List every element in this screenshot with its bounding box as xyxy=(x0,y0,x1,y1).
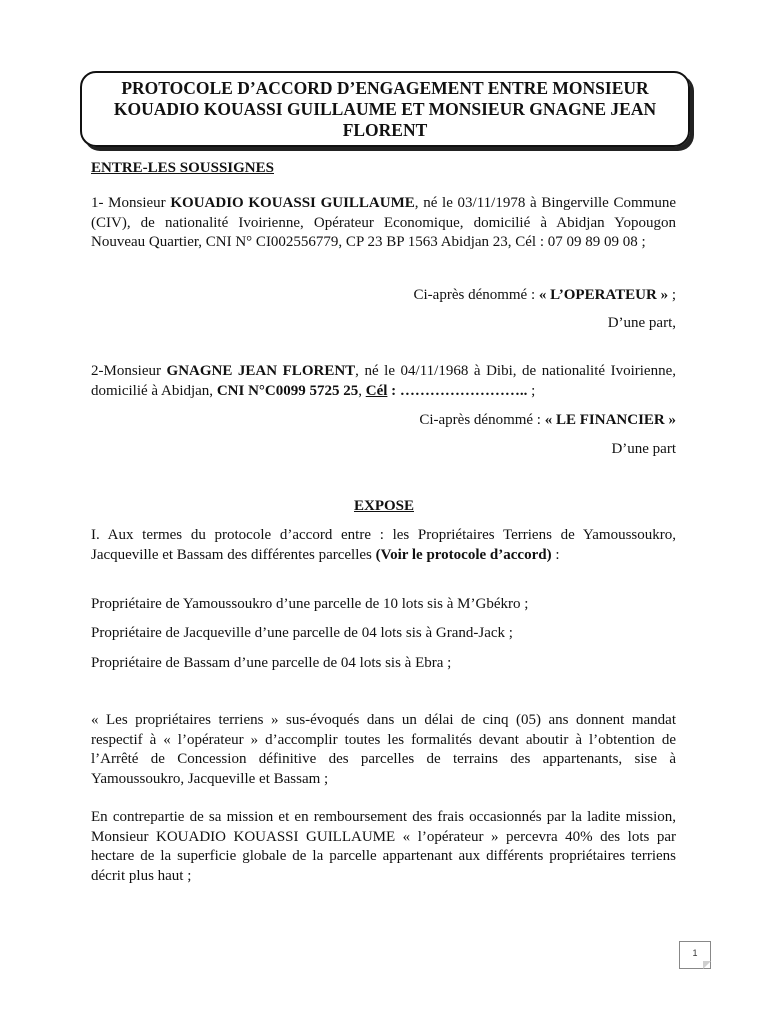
party2-designation-name: « LE FINANCIER » xyxy=(544,412,676,428)
document-title-box xyxy=(80,71,690,147)
document-title xyxy=(114,78,656,141)
expose-heading: EXPOSE xyxy=(353,498,414,514)
party1-paragraph xyxy=(91,194,676,253)
owner-item-bassam: Propriétaire de Bassam d’une parcelle de 04 lots sis à Ebra ; xyxy=(91,655,452,671)
owner-item-yamoussoukro: Propriétaire de Yamoussoukro d’une parcelle de 10 lots sis à M’Gbékro ; xyxy=(91,596,529,612)
parties-heading: ENTRE-LES SOUSSIGNES xyxy=(91,160,274,176)
expose-intro xyxy=(91,526,676,565)
party1-name: KOUADIO KOUASSI GUILLAUME xyxy=(170,195,415,211)
title-line-3: FLORENT xyxy=(342,119,428,140)
page-number-box xyxy=(679,941,711,969)
page-number: 1 xyxy=(692,948,698,958)
party2-designation xyxy=(419,411,676,431)
party2-part: D’une part xyxy=(611,441,676,457)
expose-intro-text: I. Aux termes du protocole d’accord entre : les Propriétaires Terriens de Yamoussoukro, Jacqueville et Bassam des différentes parcelles xyxy=(91,527,676,563)
party2-text: , né le 04/11/1968 à Dibi, de nationalité Ivoirienne, domicilié à Abidjan, xyxy=(91,363,676,399)
party2-name: GNAGNE JEAN FLORENT xyxy=(166,363,356,379)
party1-part: D’une part, xyxy=(607,315,676,331)
expose-intro-end: : xyxy=(551,546,560,563)
party2-end: ; xyxy=(531,382,536,399)
party1-prefix: 1- Monsieur xyxy=(91,195,171,211)
party2-prefix: 2-Monsieur xyxy=(91,363,167,379)
party2-cel-label: Cél xyxy=(365,382,388,399)
party2-cni: CNI N°C0099 5725 25 xyxy=(216,382,359,399)
owner-item-jacqueville: Propriétaire de Jacqueville d’une parcelle de 04 lots sis à Grand-Jack ; xyxy=(91,625,513,641)
party2-cel-value: : …………………….. xyxy=(387,382,532,399)
party1-designation-suffix: ; xyxy=(668,287,676,303)
expose-paragraph-2: En contrepartie de sa mission et en remboursement des frais occasionnés par la ladite mission, Monsieur KOUADIO KOUASSI GUILLAUME « l’opérateur » percevra 40% des lots par hectare de la superficie globale de la parcelle appartenant aux différents propriétaires terriens décrit plus haut ; xyxy=(91,809,676,884)
title-line-2: KOUADIO KOUASSI GUILLAUME ET MONSIEUR GNAGNE JEAN xyxy=(113,98,657,119)
party2-sep: , xyxy=(358,382,366,399)
expose-intro-bold: (Voir le protocole d’accord) xyxy=(375,546,552,563)
party1-designation-prefix: Ci-après dénommé : xyxy=(413,287,539,303)
party1-designation xyxy=(414,286,677,306)
party2-designation-prefix: Ci-après dénommé : xyxy=(419,412,545,428)
party1-designation-name: « L’OPERATEUR » xyxy=(538,287,669,303)
expose-paragraph-1: « Les propriétaires terriens » sus-évoqués dans un délai de cinq (05) ans donnent mandat respectif à « l’opérateur » d’accomplir toutes les formalités devant aboutir à l’obtention de l’Arrêté de Concession définitive des parcelles de terrains des appartenants, sise à Yamoussoukro, Jacqueville et Bassam ; xyxy=(91,712,676,787)
title-line-1: PROTOCOLE D’ACCORD D’ENGAGEMENT ENTRE MONSIEUR xyxy=(121,77,649,98)
party1-text: , né le 03/11/1978 à Bingerville Commune (CIV), de nationalité Ivoirienne, Opérateur Economique, domicilié à Abidjan Yopougon Nouveau Quartier, CNI N° CI002556779, CP 23 BP 1563 Abidjan 23, Cél : 07 09 89 09 08 ; xyxy=(91,195,676,250)
party2-paragraph xyxy=(91,362,676,401)
